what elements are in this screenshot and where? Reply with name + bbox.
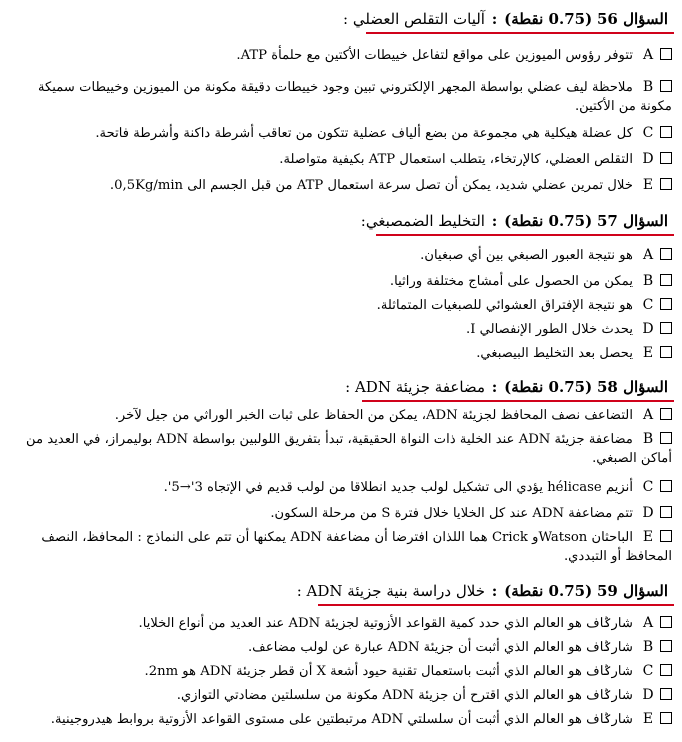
checkbox-icon[interactable]	[660, 432, 672, 444]
option-letter: B	[642, 639, 654, 655]
option-letter: D	[642, 505, 654, 521]
checkbox-icon[interactable]	[660, 274, 672, 286]
question-number: السؤال 57	[596, 212, 668, 230]
option-letter: D	[642, 151, 654, 167]
option-a[interactable]	[8, 406, 672, 425]
option-b[interactable]	[8, 638, 672, 657]
checkbox-icon[interactable]	[660, 298, 672, 310]
option-letter: E	[642, 345, 654, 361]
option-letter: E	[642, 529, 654, 545]
option-d[interactable]	[8, 504, 672, 523]
option-letter: B	[642, 431, 654, 447]
question-points: (0.75 نقطة)	[504, 582, 593, 600]
option-b[interactable]	[8, 272, 672, 291]
checkbox-icon[interactable]	[660, 616, 672, 628]
option-letter: A	[642, 247, 654, 263]
question-header: السؤال 58 (0.75 نقطة) : مضاعفة جزيئة ADN :	[345, 378, 668, 396]
option-text: هو نتيجة العبور الصبغي بين أي صبغيان.	[420, 248, 633, 263]
option-d[interactable]	[8, 320, 672, 339]
option-text: شارݣاف هو العالم الذي أثبت أن سلسلتي ADN مرتبطتين على مستوى القواعد الأزوتية بروابط هيدروجينية.	[50, 712, 633, 727]
option-letter: C	[642, 297, 654, 313]
checkbox-icon[interactable]	[660, 346, 672, 358]
option-text: التقلص العضلي، كالإرتخاء، يتطلب استعمال ATP بكيفية متواصلة.	[279, 152, 633, 167]
question-points: (0.75 نقطة)	[504, 378, 593, 396]
option-text: التضاعف نصف المحافظ لجزيئة ADN، يمكن من الحفاظ على ثبات الخبر الوراثي من جيل لآخر.	[114, 408, 633, 423]
option-text: يحدث خلال الطور الإنفصالي I.	[466, 322, 633, 337]
option-a[interactable]	[8, 614, 672, 633]
question-number: السؤال 59	[596, 582, 668, 600]
option-text: شارݣاف هو العالم الذي اقترح أن جزيئة ADN مكونة من سلسلتين مضادتي التوازي.	[176, 688, 633, 703]
option-text: مضاعفة جزيئة ADN عند الخلية ذات النواة الحقيقية، تبدأ بتفريق اللولبين بواسطة ADN بوليمراز، في العديد من أماكن الصبغي.	[26, 432, 672, 466]
option-e[interactable]	[8, 176, 672, 195]
option-text: يحصل بعد التخليط البيصبغي.	[476, 346, 633, 361]
option-letter: C	[642, 125, 654, 141]
checkbox-icon[interactable]	[660, 152, 672, 164]
option-text: خلال تمرين عضلي شديد، يمكن أن تصل سرعة استعمال ATP من قبل الجسم الى 0,5Kg/min.	[109, 178, 633, 193]
option-letter: A	[642, 615, 654, 631]
question-points: (0.75 نقطة)	[504, 10, 593, 28]
option-text: شارݣاف هو العالم الذي أثبت باستعمال تقنية حيود أشعة X أن قطر جزيئة ADN هو 2nm.	[144, 664, 633, 679]
option-text: كل عضلة هيكلية هي مجموعة من بضع ألياف عضلية تتكون من تعاقب أشرطة داكنة وأشرطة فاتحة.	[95, 126, 633, 141]
option-c[interactable]	[8, 478, 672, 497]
question-title: آليات التقلص العضلي :	[343, 10, 485, 28]
question-number: السؤال 56	[596, 10, 668, 28]
option-e[interactable]	[8, 710, 672, 729]
option-d[interactable]	[8, 150, 672, 169]
option-c[interactable]	[8, 124, 672, 143]
option-letter: B	[642, 273, 654, 289]
option-d[interactable]	[8, 686, 672, 705]
option-e[interactable]	[8, 528, 672, 566]
checkbox-icon[interactable]	[660, 688, 672, 700]
question-number: السؤال 58	[596, 378, 668, 396]
checkbox-icon[interactable]	[660, 506, 672, 518]
question-title: التخليط الضمصبغي:	[360, 212, 485, 230]
header-underline	[318, 604, 674, 606]
checkbox-icon[interactable]	[660, 640, 672, 652]
checkbox-icon[interactable]	[660, 248, 672, 260]
checkbox-icon[interactable]	[660, 480, 672, 492]
checkbox-icon[interactable]	[660, 408, 672, 420]
option-letter: A	[642, 407, 654, 423]
option-a[interactable]	[8, 246, 672, 265]
option-text: يمكن من الحصول على أمشاج مختلفة وراثيا.	[389, 274, 633, 289]
option-b[interactable]	[8, 78, 672, 116]
header-underline	[376, 234, 674, 236]
option-text: تتوفر رؤوس الميوزين على مواقع لتفاعل خييطات الأكتين مع حلمأة ATP.	[236, 48, 633, 63]
option-letter: D	[642, 321, 654, 337]
question-title: خلال دراسة بنية جزيئة ADN :	[296, 582, 485, 600]
checkbox-icon[interactable]	[660, 80, 672, 92]
option-text: ملاحظة ليف عضلي بواسطة المجهر الإلكتروني تبين وجود خييطات دقيقة مكونة من الميوزين وخييطات سميكة مكونة من الأكتين.	[37, 80, 672, 114]
option-e[interactable]	[8, 344, 672, 363]
option-letter: E	[642, 711, 654, 727]
option-text: شارݣاف هو العالم الذي أثبت أن جزيئة ADN عبارة عن لولب مضاعف.	[247, 640, 633, 655]
question-header: السؤال 59 (0.75 نقطة) : خلال دراسة بنية جزيئة ADN :	[296, 582, 668, 600]
option-letter: D	[642, 687, 654, 703]
checkbox-icon[interactable]	[660, 48, 672, 60]
checkbox-icon[interactable]	[660, 178, 672, 190]
question-header: السؤال 57 (0.75 نقطة) : التخليط الضمصبغي:	[360, 212, 668, 230]
option-text: هو نتيجة الإفتراق العشوائي للصبغيات المتماثلة.	[376, 298, 633, 313]
option-c[interactable]	[8, 662, 672, 681]
checkbox-icon[interactable]	[660, 322, 672, 334]
checkbox-icon[interactable]	[660, 530, 672, 542]
option-text: الباحثان Watsonو Crick هما اللذان افترضا أن مضاعفة ADN يمكنها أن تتم على النماذج : المحافظ، النصف المحافظ أو التبددي.	[41, 530, 672, 564]
header-underline	[362, 400, 674, 402]
checkbox-icon[interactable]	[660, 664, 672, 676]
option-letter: C	[642, 479, 654, 495]
option-c[interactable]	[8, 296, 672, 315]
option-text: تتم مضاعفة ADN عند كل الخلايا خلال فترة S من مرحلة السكون.	[270, 506, 633, 521]
checkbox-icon[interactable]	[660, 712, 672, 724]
option-a[interactable]	[8, 46, 672, 65]
question-points: (0.75 نقطة)	[504, 212, 593, 230]
option-letter: E	[642, 177, 654, 193]
option-text: شارݣاف هو العالم الذي حدد كمية القواعد الأزوتية لجزيئة ADN عند العديد من أنواع الخلايا.	[138, 616, 633, 631]
option-letter: A	[642, 47, 654, 63]
header-underline	[366, 32, 674, 34]
option-letter: B	[642, 79, 654, 95]
option-text: أنزيم hélicase يؤدي الى تشكيل لولب جديد انطلاقا من لولب قديم في الإتجاه 3'→5'.	[163, 480, 633, 495]
question-title: مضاعفة جزيئة ADN :	[345, 378, 485, 396]
option-letter: C	[642, 663, 654, 679]
checkbox-icon[interactable]	[660, 126, 672, 138]
question-header: السؤال 56 (0.75 نقطة) : آليات التقلص العضلي :	[343, 10, 668, 28]
option-b[interactable]	[8, 430, 672, 468]
